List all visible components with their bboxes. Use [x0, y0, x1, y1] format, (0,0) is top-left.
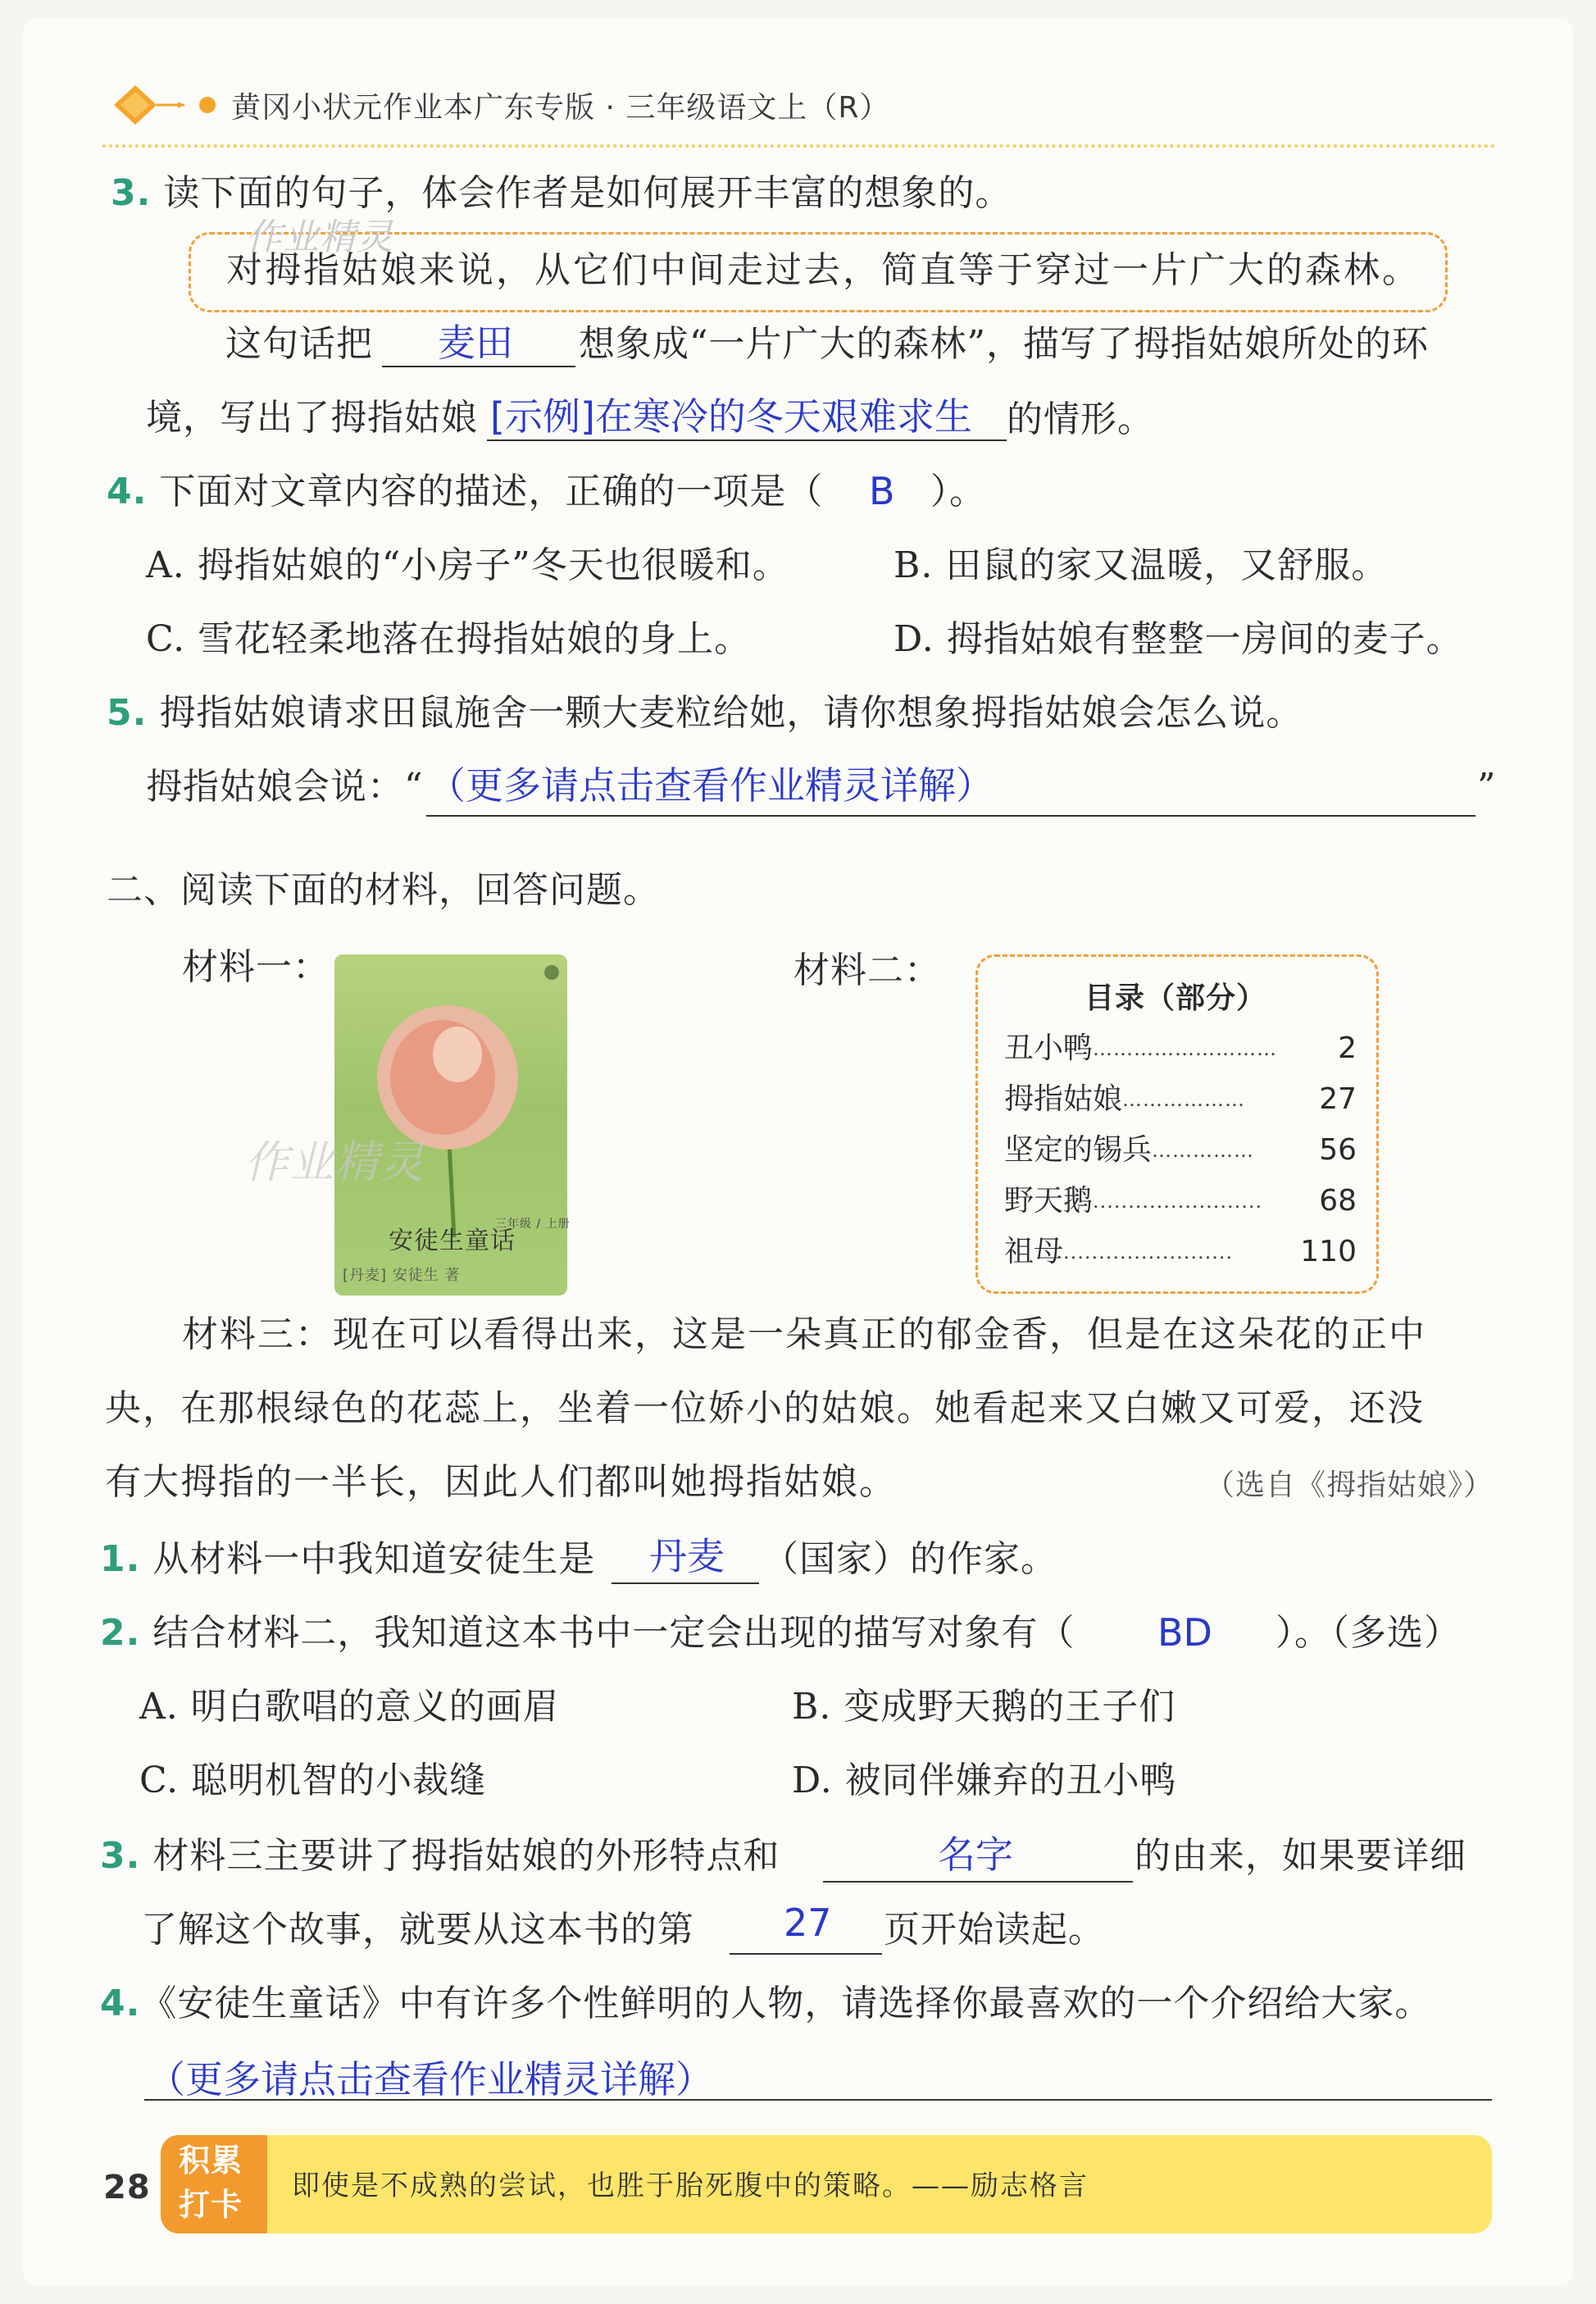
- toc-entry-leader: ........................: [1093, 1190, 1263, 1213]
- answer-link[interactable]: （更多请点击查看作业精灵详解）: [148, 2057, 713, 2101]
- material3-line: 有大拇指的一半长，因此人们都叫她拇指姑娘。: [105, 1461, 897, 1503]
- header-diamond-icon: [102, 80, 217, 130]
- material3-line: 央，在那根绿色的花蕊上，坐着一位娇小的姑娘。她看起来又白嫩又可爱，还没: [105, 1387, 1425, 1429]
- toc-entry-leader: ………………: [1122, 1088, 1246, 1111]
- q3-line2-start: 境，写出了拇指姑娘: [146, 397, 478, 439]
- question-number: 2.: [100, 1612, 141, 1654]
- question-text: 《安徒生童话》中有许多个性鲜明的人物，请选择你最喜欢的一个介绍给大家。: [140, 1983, 1432, 2024]
- material1-label: 材料一：: [182, 946, 330, 988]
- toc-entry: [1004, 1229, 1357, 1275]
- toc-entry-page: 27: [1319, 1082, 1357, 1116]
- s2q1-line: [100, 1537, 595, 1582]
- toc-entry-leader: ……………: [1152, 1139, 1255, 1162]
- answer-blank: [823, 1881, 1133, 1883]
- toc-entry-page: 56: [1319, 1133, 1357, 1167]
- question-text: 下面对文章内容的描述，正确的一项是（: [159, 471, 824, 512]
- option-b: B. 田鼠的家又温暖，又舒服。: [893, 544, 1389, 586]
- question-number: 1.: [100, 1538, 141, 1580]
- answer-blank: [612, 1582, 759, 1584]
- material2-label: 材料二：: [793, 949, 941, 991]
- watermark-text: 作业精灵: [246, 216, 393, 258]
- question-text: 结合材料二，我知道这本书中一定会出现的描写对象有（: [152, 1612, 1075, 1654]
- toc-entry-name: 丑小鸭: [1004, 1031, 1094, 1065]
- option-d: D. 拇指姑娘有整整一房间的麦子。: [893, 618, 1463, 660]
- book-title: 安徒生童话: [389, 1227, 516, 1255]
- question-number: 3.: [100, 1835, 141, 1877]
- footer-quote: 即使是不成熟的尝试，也胜于胎死腹中的策略。——励志格言: [292, 2170, 1089, 2202]
- toc-entry-page: 68: [1319, 1184, 1357, 1218]
- question-number: 4.: [100, 1983, 141, 2024]
- question-text: 了解这个故事，就要从这本书的第: [141, 1909, 694, 1951]
- answer-text: 27: [784, 1901, 832, 1945]
- answer-text: 丹麦: [649, 1534, 725, 1578]
- q5-prompt-line: [107, 690, 1303, 736]
- book-cover: [244, 954, 571, 1295]
- answer-text: 名字: [938, 1833, 1013, 1877]
- answer-text: B: [869, 469, 895, 513]
- question-text-end: 的由来，如果要详细: [1134, 1835, 1466, 1877]
- question-text: 读下面的句子，体会作者是如何展开丰富的想象的。: [163, 172, 1012, 214]
- book-series: 三年级 / 上册: [495, 1218, 571, 1231]
- question-text: 材料三主要讲了拇指姑娘的外形特点和: [152, 1835, 780, 1877]
- footer-badge: [161, 2135, 267, 2233]
- toc-entry-name: 拇指姑娘: [1004, 1082, 1123, 1116]
- toc-entry-page: 2: [1338, 1031, 1357, 1065]
- question-text-end: 页开始读起。: [884, 1909, 1105, 1951]
- answer-text: 麦田: [438, 321, 513, 365]
- toc-entry-leader: ………………………: [1093, 1037, 1278, 1060]
- q5-lead: 拇指姑娘会说：“: [146, 766, 424, 808]
- q3-line2-end: 的情形。: [1007, 398, 1154, 440]
- header-title: 黄冈小状元作业本广东专版 · 三年级语文上（R）: [231, 91, 890, 125]
- badge-text: 打卡: [179, 2187, 243, 2223]
- toc-entry-name: 坚定的锡兵: [1004, 1133, 1153, 1167]
- option-d: D. 被同伴嫌弃的丑小鸭: [792, 1760, 1177, 1801]
- toc-entry: [1004, 1127, 1357, 1173]
- question-number: 5.: [107, 692, 148, 734]
- s2q2-line: [100, 1610, 1075, 1656]
- material3-line: 材料三：现在可以看得出来，这是一朵真正的郁金香，但是在这朵花的正中: [182, 1314, 1426, 1355]
- watermark-text: 作业精灵: [244, 1136, 425, 1188]
- badge-text: 积累: [179, 2142, 243, 2179]
- toc-entry: [1004, 1026, 1357, 1072]
- q3-line1-end: 想象成“一片广大的森林”，描写了拇指姑娘所处的环: [579, 323, 1429, 365]
- material3-source: （选自《拇指姑娘》）: [1205, 1468, 1494, 1502]
- toc-entry-name: 野天鹅: [1004, 1184, 1094, 1218]
- section-heading: 二、阅读下面的材料，回答问题。: [107, 869, 660, 911]
- page-number: 28: [103, 2169, 151, 2206]
- question-number: 4.: [107, 471, 148, 512]
- option-c: C. 聪明机智的小裁缝: [139, 1760, 487, 1801]
- q4-prompt-line: [107, 469, 823, 515]
- question-text-end: ）。（多选）: [1275, 1612, 1461, 1654]
- s2q4-line: [100, 1981, 1431, 2027]
- question-text: 从材料一中我知道安徒生是: [152, 1538, 596, 1580]
- q3-prompt-line: [111, 171, 1012, 216]
- s2q3-line: [100, 1833, 780, 1879]
- answer-text: [示例]在寒冷的冬天艰难求生: [490, 394, 972, 439]
- toc-entry: [1004, 1178, 1357, 1224]
- question-text-end: （国家）的作家。: [762, 1538, 1057, 1580]
- book-author: [丹麦] 安徒生 著: [343, 1267, 461, 1284]
- header-divider: [102, 144, 1496, 148]
- answer-link[interactable]: （更多请点击查看作业精灵详解）: [428, 763, 994, 808]
- quoted-sentence: 对拇指姑娘来说，从它们中间走过去，简直等于穿过一片广大的森林。: [226, 249, 1421, 291]
- option-b: B. 变成野天鹅的王子们: [792, 1686, 1176, 1728]
- question-text-end: ）。: [930, 471, 986, 512]
- toc-entry-page: 110: [1300, 1235, 1357, 1268]
- option-a: A. 明白歌唱的意义的画眉: [139, 1686, 560, 1728]
- question-number: 3.: [111, 172, 152, 214]
- q5-end-quote: ”: [1477, 766, 1497, 808]
- toc-title: 目录（部分）: [1084, 981, 1267, 1015]
- question-text: 拇指姑娘请求田鼠施舍一颗大麦粒给她，请你想象拇指姑娘会怎么说。: [159, 692, 1303, 734]
- option-a: A. 拇指姑娘的“小房子”冬天也很暖和。: [146, 544, 789, 586]
- answer-blank: [730, 1953, 882, 1955]
- q3-line1-start: 这句话把: [225, 323, 373, 365]
- toc-entry: [1004, 1077, 1357, 1122]
- answer-text: BD: [1157, 1610, 1212, 1655]
- option-c: C. 雪花轻柔地落在拇指姑娘的身上。: [146, 618, 752, 660]
- answer-blank: [426, 815, 1476, 817]
- toc-entry-leader: ........................: [1063, 1241, 1234, 1264]
- toc-entry-name: 祖母: [1004, 1235, 1064, 1268]
- toc-box: [975, 954, 1379, 1294]
